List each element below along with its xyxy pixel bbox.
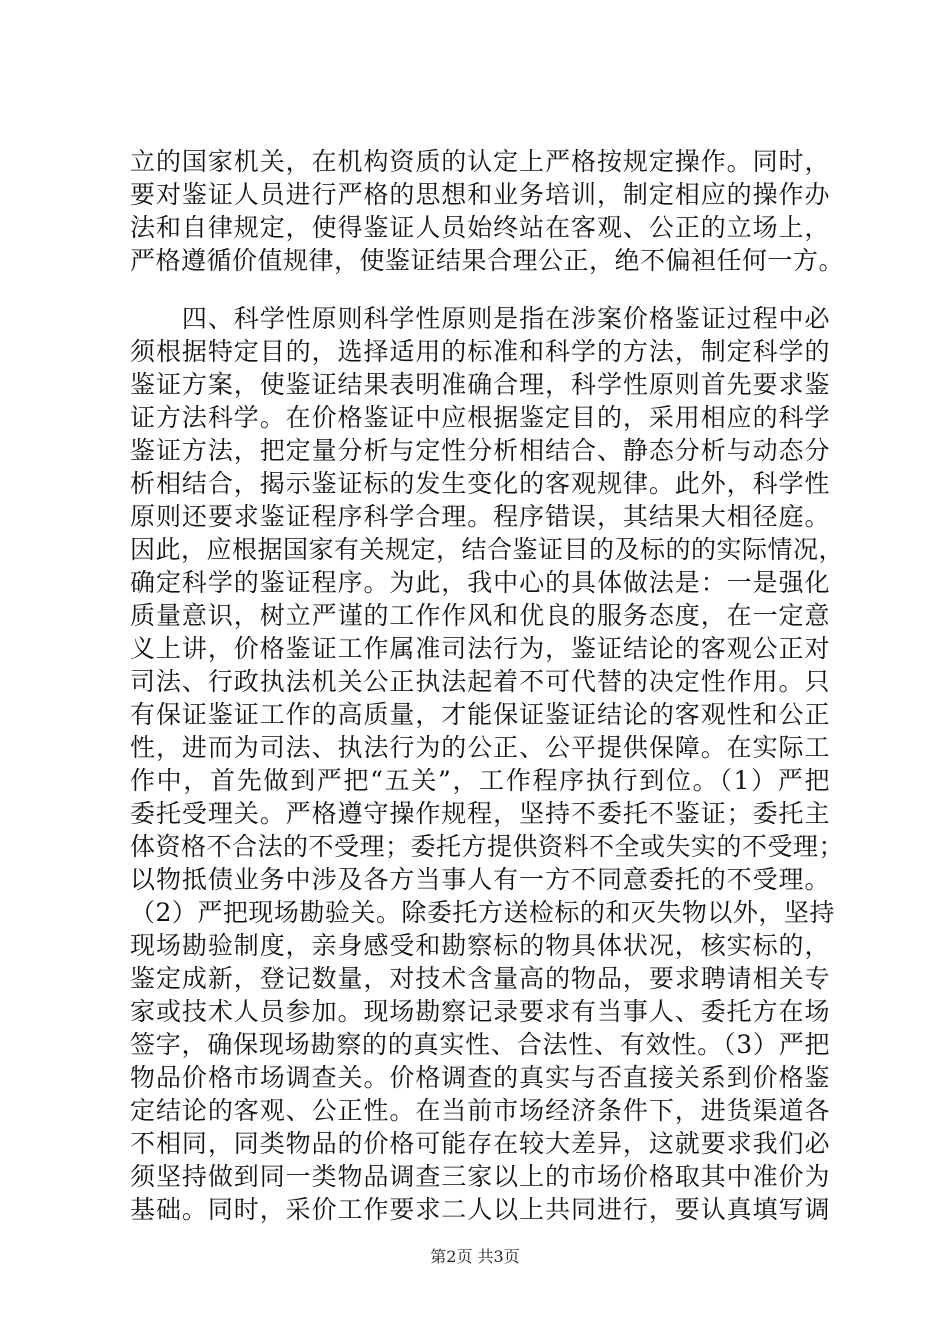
text-line: 鉴证方案，使鉴证结果表明准确合理，科学性原则首先要求鉴	[130, 370, 830, 399]
text-line: 不相同，同类物品的价格可能存在较大差异，这就要求我们必	[130, 1129, 830, 1158]
document-body	[130, 145, 845, 1226]
text-line: 原则还要求鉴证程序科学合理。程序错误，其结果大相径庭。	[130, 502, 830, 531]
text-line: 签字，确保现场勘察的的真实性、合法性、有效性。（3）严把	[130, 1030, 830, 1059]
text-line: 要对鉴证人员进行严格的思想和业务培训，制定相应的操作办	[130, 180, 830, 209]
text-line: 鉴定成新，登记数量，对技术含量高的物品，要求聘请相关专	[130, 964, 830, 993]
text-line: 立的国家机关，在机构资质的认定上严格按规定操作。同时，	[130, 147, 830, 176]
text-line: （2）严把现场勘验关。除委托方送检标的和灭失物以外，坚持	[130, 898, 835, 927]
text-line: 确定科学的鉴证程序。为此，我中心的具体做法是：一是强化	[130, 568, 830, 597]
text-line: 法和自律规定，使得鉴证人员始终站在客观、公正的立场上，	[130, 213, 830, 242]
text-line: 义上讲，价格鉴证工作属准司法行为，鉴证结论的客观公正对	[130, 634, 830, 663]
paragraph	[130, 145, 845, 277]
text-line: 析相结合，揭示鉴证标的发生变化的客观规律。此外，科学性	[130, 469, 830, 498]
text-line: 司法、行政执法机关公正执法起着不可代替的决定性作用。只	[130, 667, 830, 696]
text-line: 证方法科学。在价格鉴证中应根据鉴定目的，采用相应的科学	[130, 403, 830, 432]
text-line: 基础。同时，采价工作要求二人以上共同进行，要认真填写调	[130, 1195, 830, 1224]
text-line: 家或技术人员参加。现场勘察记录要求有当事人、委托方在场	[130, 997, 830, 1026]
text-line: 体资格不合法的不受理；委托方提供资料不全或失实的不受理；	[130, 832, 845, 861]
paragraph-gap	[130, 277, 830, 302]
text-line: 定结论的客观、公正性。在当前市场经济条件下，进货渠道各	[130, 1096, 830, 1125]
text-line: 现场勘验制度，亲身感受和勘察标的物具体状况，核实标的，	[130, 931, 830, 960]
text-line: 性，进而为司法、执法行为的公正、公平提供保障。在实际工	[130, 733, 830, 762]
text-line: 委托受理关。严格遵守操作规程，坚持不委托不鉴证；委托主	[130, 799, 830, 828]
text-line: 以物抵债业务中涉及各方当事人有一方不同意委托的不受理。	[130, 865, 830, 894]
text-line: 物品价格市场调查关。价格调查的真实与否直接关系到价格鉴	[130, 1063, 830, 1092]
page-footer: 第2页 共3页	[430, 1247, 520, 1266]
text-line: 须坚持做到同一类物品调查三家以上的市场价格取其中准价为	[130, 1162, 830, 1191]
text-line: 须根据特定目的，选择适用的标准和科学的方法，制定科学的	[130, 337, 830, 366]
text-line: 因此，应根据国家有关规定，结合鉴证目的及标的的实际情况，	[130, 535, 845, 564]
text-line: 严格遵循价值规律，使鉴证结果合理公正，绝不偏袒任何一方。	[130, 246, 845, 275]
text-line: 质量意识，树立严谨的工作作风和优良的服务态度，在一定意	[130, 601, 830, 630]
text-line: 作中，首先做到严把“五关”，工作程序执行到位。（1）严把	[130, 766, 830, 795]
text-line: 四、科学性原则科学性原则是指在涉案价格鉴证过程中必	[130, 304, 830, 333]
text-line: 鉴证方法，把定量分析与定性分析相结合、静态分析与动态分	[130, 436, 830, 465]
paragraph	[130, 302, 845, 1226]
text-line: 有保证鉴证工作的高质量，才能保证鉴证结论的客观性和公正	[130, 700, 830, 729]
